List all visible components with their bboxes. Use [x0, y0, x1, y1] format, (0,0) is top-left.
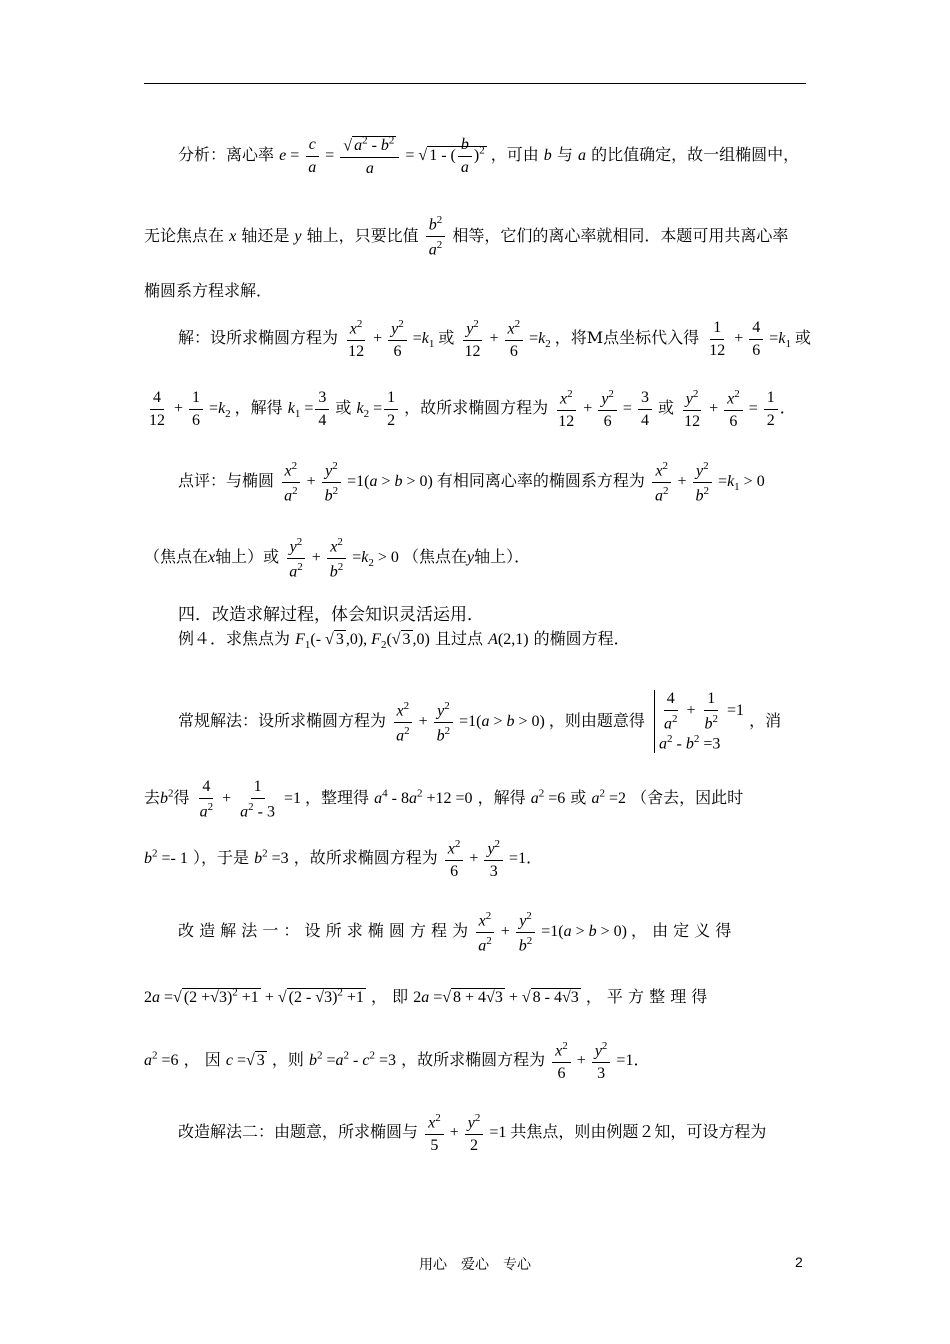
conventional-line-1: 常规解法：设所求椭圆方程为 $\frac{x^2}{a^2}$ + $\frac{y^2}{b^2}$ =1(a > b > 0) ，则由题意得 $\frac{4}{a^2}$ + $\frac{1}{b^2}$ =1 $a^2 - b^2 =3$ ，消 — [178, 690, 782, 752]
comment-line-1: 点评：与椭圆 $\frac{x^2}{a^2}$ + $\frac{y^2}{b^2}$ =1(a > b > 0) 有相同离心率的椭圆系方程为 $\frac{x^2}{a^2}$ + $\frac{y^2}{b^2}$ $=k_1 > 0$ — [178, 460, 765, 505]
solution-eq-3: $\frac{1}{12}$ + $\frac{4}{6}$ $=k_1$ — [709, 319, 791, 359]
solution-eq-1: $\frac{x^2}{12}$ + $\frac{y^2}{6}$ $=k_1$ — [348, 318, 435, 360]
analysis-line-3: 椭圆系方程求解． — [144, 281, 273, 300]
ratio-fraction: $\frac{b^2}{a^2}$ — [426, 214, 446, 259]
analysis-label: 分析：离心率 — [178, 144, 275, 164]
method2-line-1: 改造解法二：由题意，所求椭圆与 $\frac{x^2}{5}$ + $\frac{y^2}{2}$ =1 共焦点，则由例题２知，可设方程为 — [178, 1112, 767, 1154]
page-number: 2 — [795, 1254, 803, 1270]
solution-line-1: 解：设所求椭圆方程为 $\frac{x^2}{12}$ + $\frac{y^2}{6}$ $=k_1$ 或 $\frac{y^2}{12}$ + $\frac{x^2}{6}$ $=k_2$ ，将M点坐标代入得 $\frac{1}{12}$ + $\frac{4}{6}$ $=k_1$ 或 — [178, 318, 811, 360]
analysis-line-2: 无论焦点在 x 轴还是 y 轴上，只要比值 $\frac{b^2}{a^2}$ 相等，它们的离心率就相同．本题可用共离心率 — [144, 214, 789, 259]
method1-line-3: $a^2 =6$ ， 因 c =√ 3 ，则 $b^2 =a^2 - c^2 =3$ ，故所求椭圆方程为 $\frac{x^2}{6}$ + $\frac{y^2}{3}$ =1． — [144, 1040, 650, 1082]
eccentricity-formula: e = $\frac{c}{a}$ = $\frac{√ a^2 - b^2}{a}$ = √ 1 - ( $\frac{b}{a}$ )$^2$ — [279, 135, 485, 177]
solution-result-2: $\frac{y^2}{12}$ + $\frac{x^2}{6}$ = $\frac{1}{2}$ ． — [684, 388, 796, 430]
solution-result-1: $\frac{x^2}{12}$ + $\frac{y^2}{6}$ = $\frac{3}{4}$ — [553, 400, 658, 417]
conventional-line-2: 去$b^2$得 $\frac{4}{a^2}$ + $\frac{1}{a^2 - 3}$ =1 ，整理得 $a^4 - 8a^2 +12 =0$ ，解得 $a^2 =6$ 或 $a^2 =2$ （舍去，因此时 — [144, 778, 744, 820]
solution-line-2: $\frac{4}{12}$ + $\frac{1}{6}$ $=k_2$ ，解得 $k_1$ = $\frac{3}{4}$ 或 $k_2$ = $\frac{1}{2}$ ，故所求椭圆方程为 $\frac{x^2}{12}$ + $\frac{y^2}{6}$ = $\frac{3}{4}$ 或 $\frac{y^2}{12}$ + $\frac{x^2}{6}$ = $\frac{1}{2}$ ． — [144, 388, 806, 431]
example-4: 例４．求焦点为 $F_1(-$ √ 3 ,0), $F_2(√$ 3 ,0) 且过点 A(2,1) 的椭圆方程． — [178, 629, 630, 652]
equation-system: $\frac{4}{a^2}$ + $\frac{1}{b^2}$ =1 $a^2 - b^2 =3$ — [654, 690, 744, 753]
solution-eq-4: $\frac{4}{12}$ + $\frac{1}{6}$ $=k_2$ — [149, 389, 231, 429]
method1-line-2: 2a =√ $(2 +√3)^2 +1$ + √ (2 - √3)$^2$ +1 ， 即 2a =√ 8 + 4√3 + √ 8 - 4√3 ， 平 方 整 理 得 — [144, 986, 708, 1006]
conventional-line-3: $b^2 =- 1$ ），于是 $b^2 =3$ ，故所求椭圆方程为 $\frac{x^2}{6}$ + $\frac{y^2}{3}$ =1． — [144, 838, 543, 880]
solution-eq-2: $\frac{y^2}{12}$ + $\frac{x^2}{6}$ $=k_2$ — [464, 318, 551, 360]
comment-line-2: （焦点在x轴上）或 $\frac{y^2}{a^2}$ + $\frac{x^2}{b^2}$ $=k_2 > 0$ （焦点在y轴上）． — [144, 536, 531, 581]
footer-text: 用心 爱心 专心 — [419, 1257, 531, 1273]
method1-line-1: 改 造 解 法 一 ： 设 所 求 椭 圆 方 程 为 $\frac{x^2}{a^2}$ + $\frac{y^2}{b^2}$ =1(a > b > 0) ， 由 定 义 得 — [178, 910, 732, 955]
section-heading: 四．改造求解过程，体会知识灵活运用． — [178, 605, 484, 625]
analysis-line-1: 分析：离心率 e = $\frac{c}{a}$ = $\frac{√ a^2 - b^2}{a}$ = √ 1 - ( $\frac{b}{a}$ )$^2$ ，可由 b 与 a 的比值确定，故一组椭圆中， — [178, 135, 800, 177]
header-rule — [144, 83, 806, 84]
k-values: $k_1$ = $\frac{3}{4}$ — [288, 400, 336, 417]
